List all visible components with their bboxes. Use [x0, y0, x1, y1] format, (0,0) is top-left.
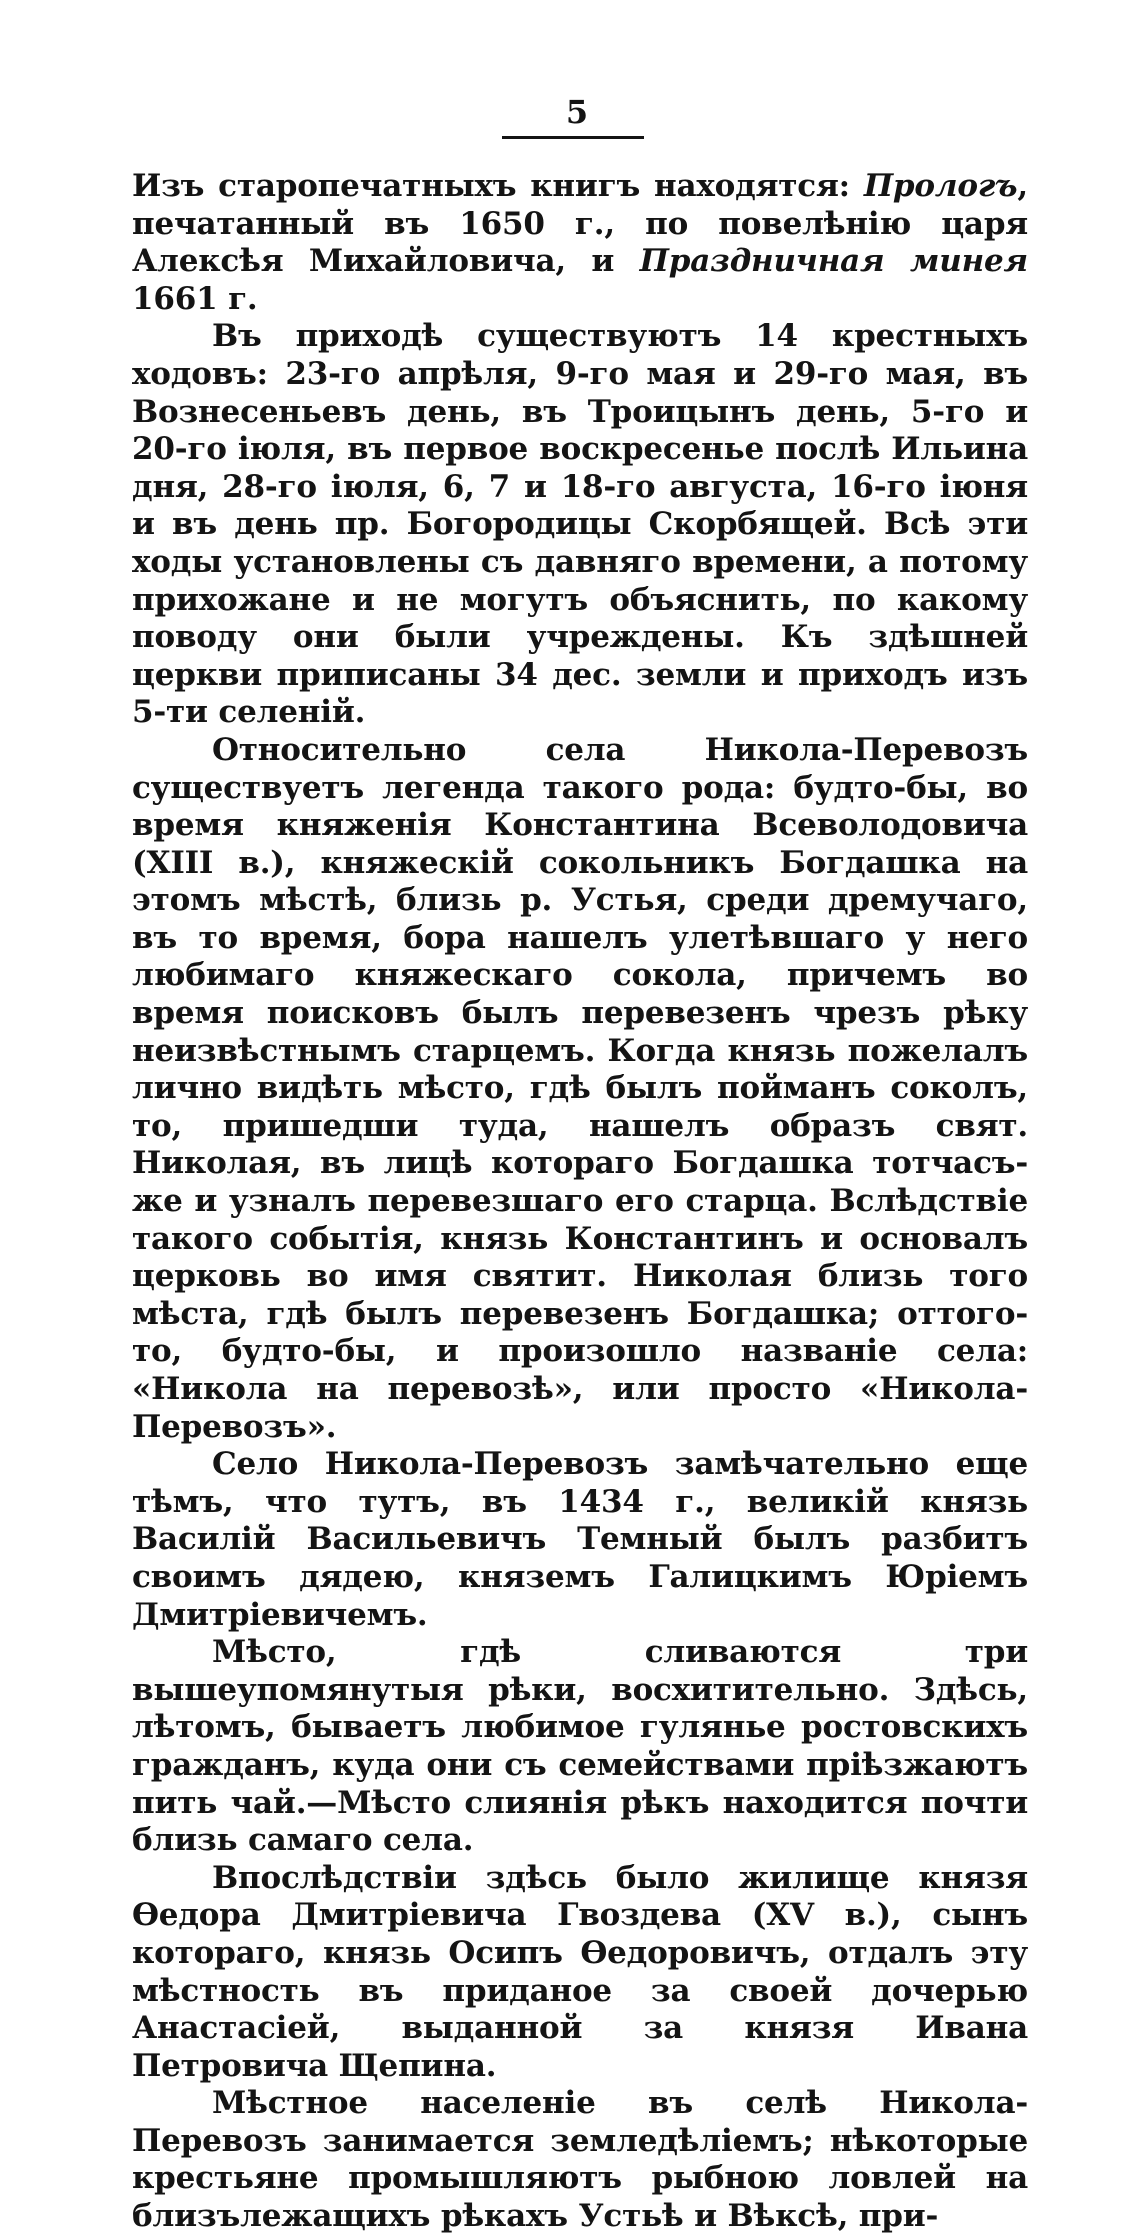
text-run: Село Никола-Перевозъ замѣчательно еще тѣмъ, что тутъ, въ 1434 г., великій князь Василій Васильевичъ Темный былъ разбитъ своимъ дядею, княземъ Галицкимъ Юріемъ Дмитріевичемъ.: [132, 1446, 1028, 1633]
book-title-prolog: Прологъ: [863, 168, 1018, 204]
body-text: [132, 168, 1028, 2236]
page-number: 5: [565, 93, 589, 131]
text-run: Мѣстное населеніе въ селѣ Никола-Перевозъ занимается земледѣліемъ; нѣкоторые крестьяне промышляютъ рыбною ловлей на близълежащихъ рѣкахъ Устьѣ и Вѣксѣ, при-: [132, 2085, 1028, 2235]
text-run: Относительно села Никола-Перевозъ существуетъ легенда такого рода: будто-бы, во время княженія Константина Всеволодовича (XIII в.), княжескій сокольникъ Богдашка на этомъ мѣстѣ, близь р. Устья, среди дремучаго, въ то время, бора нашелъ улетѣвшаго у него любимаго княжескаго сокола, причемъ во время поисковъ былъ перевезенъ чрезъ рѣку неизвѣстнымъ старцемъ. Когда князь пожелалъ лично видѣть мѣсто, гдѣ былъ пойманъ соколъ, то, пришедши туда, нашелъ образъ свят. Николая, въ лицѣ котораго Богдашка тотчасъ-же и узналъ перевезшаго его старца. Вслѣдствіе такого событія, князь Константинъ и основалъ церковь во имя святит. Николая близь того мѣста, гдѣ былъ перевезенъ Богдашка; оттого-то, будто-бы, и произошло названіе села: «Никола на перевозѣ», или просто «Никола-Перевозъ».: [132, 731, 1028, 1445]
text-run: , печатанный въ 1650 г., по повелѣнію царя Алексѣя Михайловича, и: [132, 168, 1028, 280]
paragraph: [132, 168, 1028, 318]
text-run: Впослѣдствіи здѣсь было жилище князя Ѳедора Дмитріевича Гвоздева (XV в.), сынъ котораго, князь Осипъ Ѳедоровичъ, отдалъ эту мѣстность въ приданое за своей дочерью Анастасіей, выданной за князя Ивана Петровича Щепина.: [132, 1859, 1028, 2084]
paragraph: [132, 1446, 1028, 1634]
header-rule: [502, 136, 644, 139]
book-title-minea: Праздничная минея: [639, 243, 1028, 280]
text-run: Изъ старопечатныхъ книгъ находятся:: [132, 168, 864, 204]
text-run: 1661 г.: [132, 280, 258, 317]
paragraph: [132, 2085, 1028, 2235]
paragraph: [132, 1634, 1028, 1860]
text-run: Мѣсто, гдѣ сливаются три вышеупомянутыя рѣки, восхитительно. Здѣсь, лѣтомъ, бываетъ любимое гулянье ростовскихъ гражданъ, куда они съ семействами пріѣзжаютъ пить чай.—Мѣсто слиянія рѣкъ находится почти близь самаго села.: [132, 1634, 1028, 1859]
paragraph: [132, 318, 1028, 732]
paragraph: [132, 732, 1028, 1446]
page-header: [132, 92, 1028, 142]
paragraph: [132, 1860, 1028, 2086]
text-run: Въ приходѣ существуютъ 14 крестныхъ ходовъ: 23-го апрѣля, 9-го мая и 29-го мая, въ Вознесеньевъ день, въ Троицынъ день, 5-го и 20-го іюля, въ первое воскресенье послѣ Ильина дня, 28-го іюля, 6, 7 и 18-го августа, 16-го іюня и въ день пр. Богородицы Скорбящей. Всѣ эти ходы установлены съ давняго времени, а потому прихожане и не могутъ объяснить, по какому поводу они были учреждены. Къ здѣшней церкви приписаны 34 дес. земли и приходъ изъ 5-ти селеній.: [132, 318, 1028, 731]
